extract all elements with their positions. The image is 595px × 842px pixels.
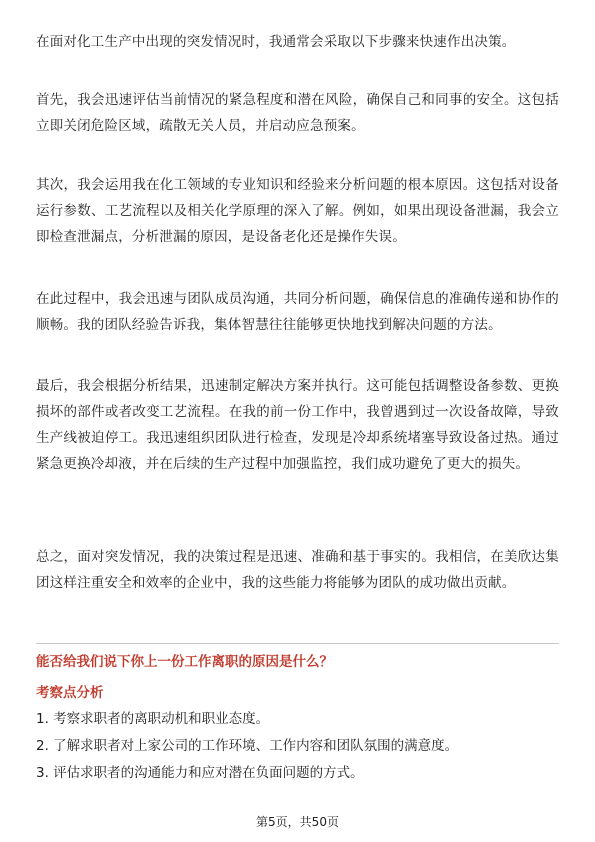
answer-paragraph-intro: 在面对化工生产中出现的突发情况时，我通常会采取以下步骤来快速作出决策。 xyxy=(36,34,516,50)
analysis-point-1: 1. 考察求职者的离职动机和职业态度。 xyxy=(36,711,270,727)
answer-paragraph-team: 在此过程中，我会迅速与团队成员沟通，共同分析问题，确保信息的准确传递和协作的顺畅。我的团队经验告诉我，集体智慧往往能够更快地找到解决问题的方法。 xyxy=(36,291,559,333)
analysis-heading: 考察点分析 xyxy=(36,685,104,701)
page-number: 第5页，共50页 xyxy=(256,815,339,829)
analysis-point-3: 3. 评估求职者的沟通能力和应对潜在负面问题的方式。 xyxy=(36,765,364,781)
answer-paragraph-summary: 总之，面对突发情况，我的决策过程是迅速、准确和基于事实的。我相信，在美欣达集团这样注重安全和效率的企业中，我的这些能力将能够为团队的成功做出贡献。 xyxy=(36,549,559,591)
analysis-point-2: 2. 了解求职者对上家公司的工作环境、工作内容和团队氛围的满意度。 xyxy=(36,738,459,754)
answer-paragraph-first: 首先，我会迅速评估当前情况的紧急程度和潜在风险，确保自己和同事的安全。这包括立即关闭危险区域，疏散无关人员，并启动应急预案。 xyxy=(36,92,559,134)
section-divider xyxy=(36,643,559,644)
answer-paragraph-finally: 最后，我会根据分析结果，迅速制定解决方案并执行。这可能包括调整设备参数、更换损坏的部件或者改变工艺流程。在我的前一份工作中，我曾遇到过一次设备故障，导致生产线被迫停工。我迅速组织团队进行检查，发现是冷却系统堵塞导致设备过热。通过紧急更换冷却液，并在后续的生产过程中加强监控，我们成功避免了更大的损失。 xyxy=(36,378,559,472)
question-title: 能否给我们说下你上一份工作离职的原因是什么？ xyxy=(36,654,333,670)
answer-paragraph-second: 其次，我会运用我在化工领域的专业知识和经验来分析问题的根本原因。这包括对设备运行参数、工艺流程以及相关化学原理的深入了解。例如，如果出现设备泄漏，我会立即检查泄漏点，分析泄漏的原因，是设备老化还是操作失误。 xyxy=(36,177,559,245)
